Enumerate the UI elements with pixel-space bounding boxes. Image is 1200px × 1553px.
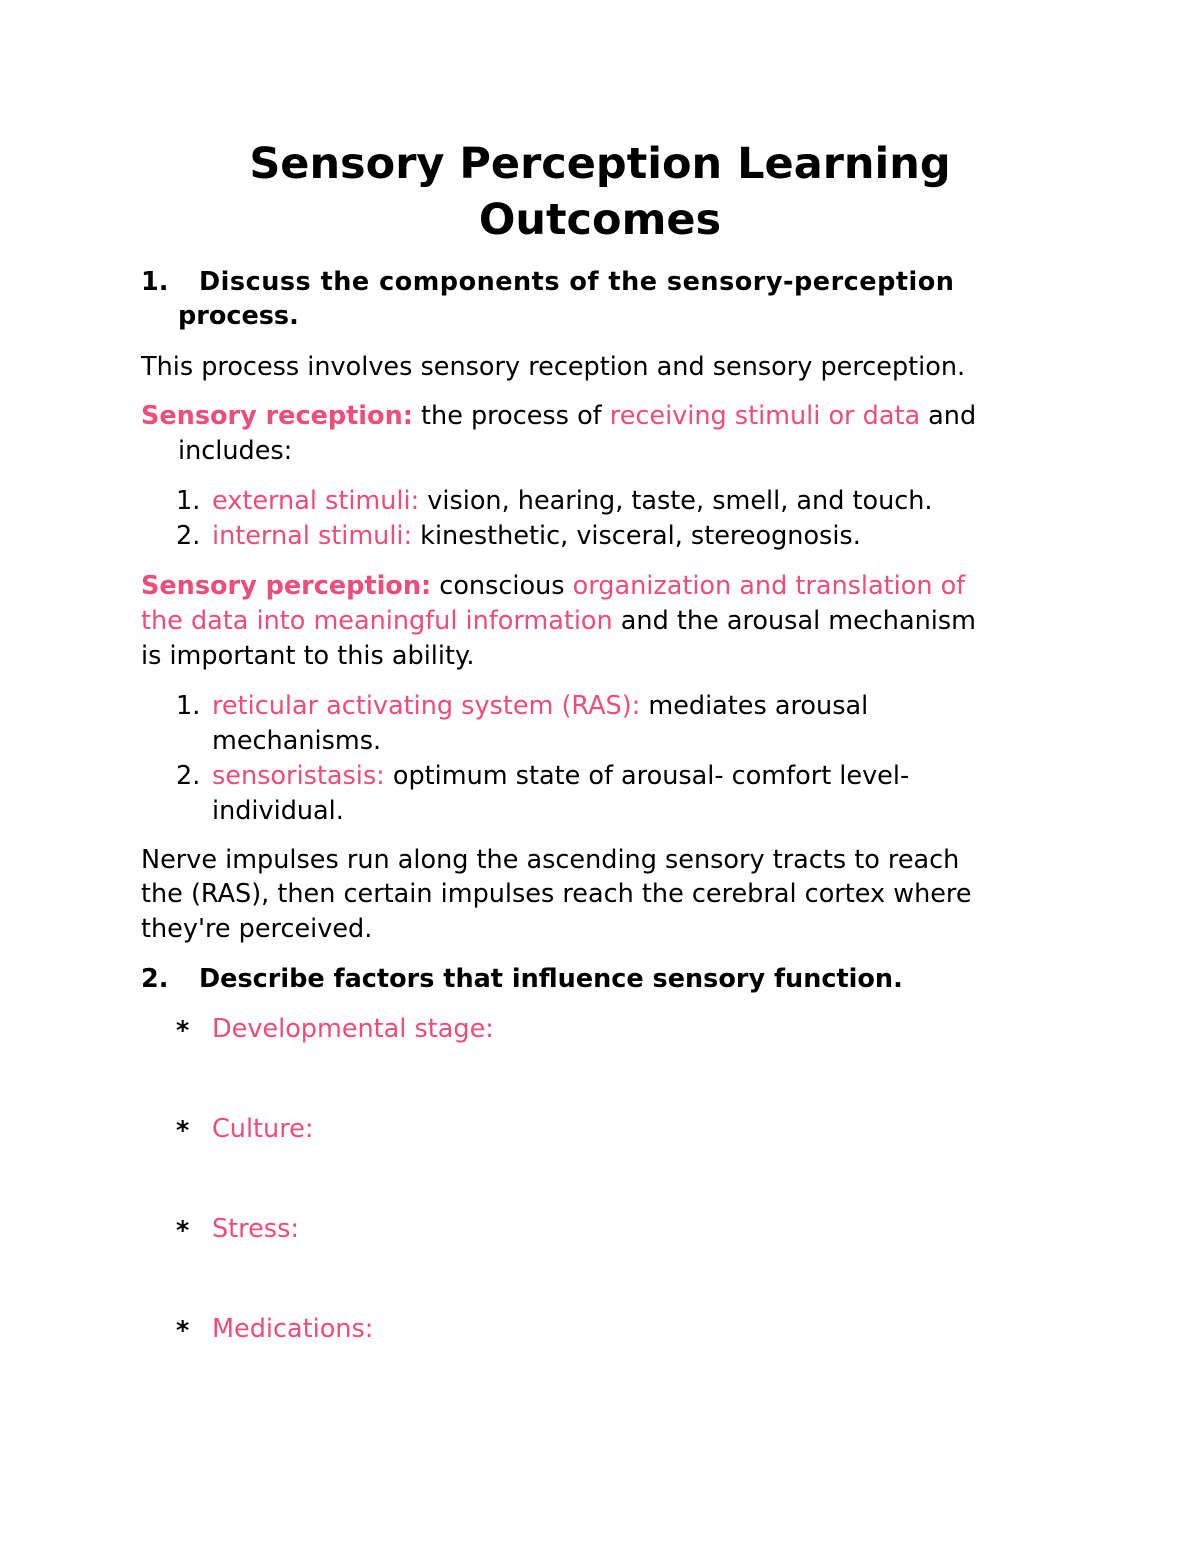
section-1-number: 1. bbox=[141, 267, 169, 297]
factor-culture: Culture: bbox=[212, 1114, 314, 1144]
reception-list-item-2-term: internal stimuli: bbox=[212, 521, 413, 551]
nerve-paragraph-line-1: Nerve impulses run along the ascending sensory tracts to reach bbox=[141, 845, 960, 875]
reception-list-item-1-number: 1. bbox=[176, 486, 201, 516]
perception-text-b: and the arousal mechanism bbox=[612, 606, 976, 636]
perception-list-item-1-term: reticular activating system (RAS): bbox=[212, 691, 641, 721]
perception-list-item-1-text: mediates arousal bbox=[640, 691, 869, 721]
factor-stress: Stress: bbox=[212, 1214, 299, 1244]
perception-list-item-2-text: optimum state of arousal- comfort level- bbox=[384, 761, 910, 791]
page-title bbox=[0, 136, 1200, 248]
reception-list-item-2 bbox=[212, 519, 861, 554]
page-title-line-2: Outcomes bbox=[478, 195, 722, 245]
reception-text-b: and bbox=[920, 401, 977, 431]
perception-list-item-2-term: sensoristasis: bbox=[212, 761, 385, 791]
reception-list-item-1 bbox=[212, 484, 933, 519]
factor-bullet-4: * bbox=[176, 1316, 190, 1346]
nerve-paragraph-line-3: they're perceived. bbox=[141, 914, 373, 944]
perception-highlight-a: organization and translation of bbox=[572, 571, 966, 601]
intro-paragraph: This process involves sensory reception and sensory perception. bbox=[141, 352, 966, 382]
reception-list-item-2-text: kinesthetic, visceral, stereognosis. bbox=[412, 521, 861, 551]
perception-list-item-2 bbox=[212, 759, 909, 794]
reception-paragraph-line-2: includes: bbox=[178, 436, 293, 466]
section-2-number: 2. bbox=[141, 964, 169, 994]
reception-term: Sensory reception: bbox=[141, 401, 413, 431]
factor-developmental-stage: Developmental stage: bbox=[212, 1014, 494, 1044]
section-1-heading-line-1: Discuss the components of the sensory-perception bbox=[199, 267, 955, 297]
factor-medications: Medications: bbox=[212, 1314, 374, 1344]
perception-list-item-2-number: 2. bbox=[176, 761, 201, 791]
reception-list-item-1-text: vision, hearing, taste, smell, and touch. bbox=[419, 486, 933, 516]
perception-list-item-2-continuation: individual. bbox=[212, 796, 344, 826]
nerve-paragraph-line-2: the (RAS), then certain impulses reach the cerebral cortex where bbox=[141, 879, 972, 909]
section-2-heading: Describe factors that influence sensory function. bbox=[199, 964, 903, 994]
perception-list-item-1 bbox=[212, 689, 868, 724]
factor-bullet-2: * bbox=[176, 1116, 190, 1146]
factor-bullet-3: * bbox=[176, 1216, 190, 1246]
reception-text-a: the process of bbox=[412, 401, 610, 431]
perception-paragraph-line-1 bbox=[141, 569, 965, 604]
perception-paragraph-line-3: is important to this ability. bbox=[141, 641, 475, 671]
section-1-heading-line-2: process. bbox=[178, 301, 299, 331]
page-title-line-1: Sensory Perception Learning bbox=[249, 139, 951, 189]
perception-list-item-1-continuation: mechanisms. bbox=[212, 726, 382, 756]
factor-bullet-1: * bbox=[176, 1016, 190, 1046]
perception-paragraph-line-2 bbox=[141, 604, 976, 639]
reception-list-item-2-number: 2. bbox=[176, 521, 201, 551]
perception-highlight-b: the data into meaningful information bbox=[141, 606, 613, 636]
reception-paragraph-line-1 bbox=[141, 399, 976, 434]
perception-text-a: conscious bbox=[431, 571, 573, 601]
reception-list-item-1-term: external stimuli: bbox=[212, 486, 420, 516]
perception-list-item-1-number: 1. bbox=[176, 691, 201, 721]
perception-term: Sensory perception: bbox=[141, 571, 432, 601]
reception-highlight: receiving stimuli or data bbox=[609, 401, 921, 431]
